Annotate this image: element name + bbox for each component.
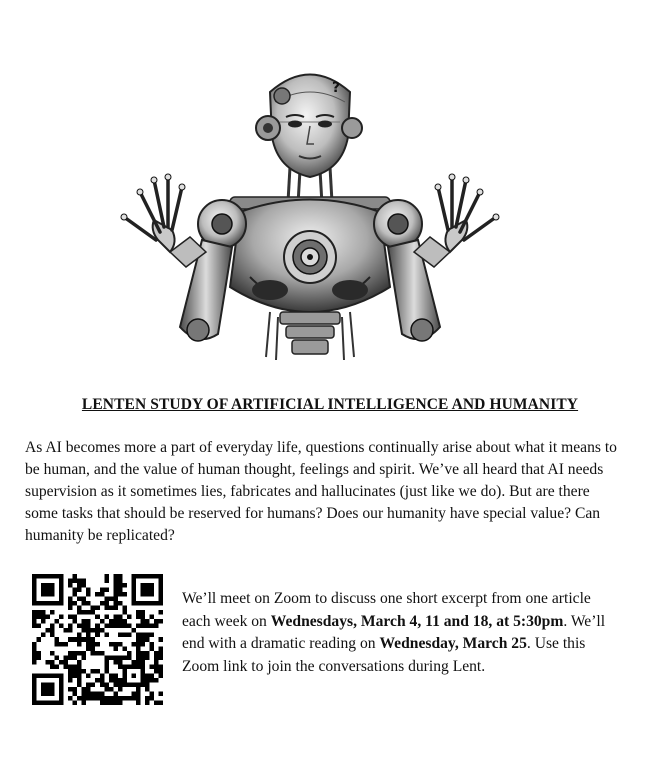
meeting-details xyxy=(182,588,607,678)
qr-code-icon[interactable] xyxy=(32,574,163,705)
intro-paragraph: As AI becomes more a part of everyday life, questions continually arise about what it means to be human, and the value of human thought, feelings and spirit. We’ve all heard that AI needs supervision as it sometimes lies, fabricates and hallucinates (just like we do). But are there some tasks that should be reserved for humans? Does our humanity have special value? Can humanity be replicated? xyxy=(25,439,617,544)
page-title: LENTEN STUDY OF ARTIFICIAL INTELLIGENCE AND HUMANITY xyxy=(81,396,579,413)
details-text-1: We’ll meet on Zoom to discuss one short excerpt from one article each week on xyxy=(182,590,591,630)
details-text-3: . Use this Zoom link to join the conversations during Lent. xyxy=(182,635,586,675)
head-question-mark: ? xyxy=(332,80,341,96)
meeting-dates: Wednesdays, March 4, 11 and 18, at 5:30pm xyxy=(270,612,564,630)
robot-illustration xyxy=(110,62,510,367)
details-text-2: . We’ll end with a dramatic reading on xyxy=(182,612,606,652)
final-meeting-date: Wednesday, March 25 xyxy=(379,635,527,652)
